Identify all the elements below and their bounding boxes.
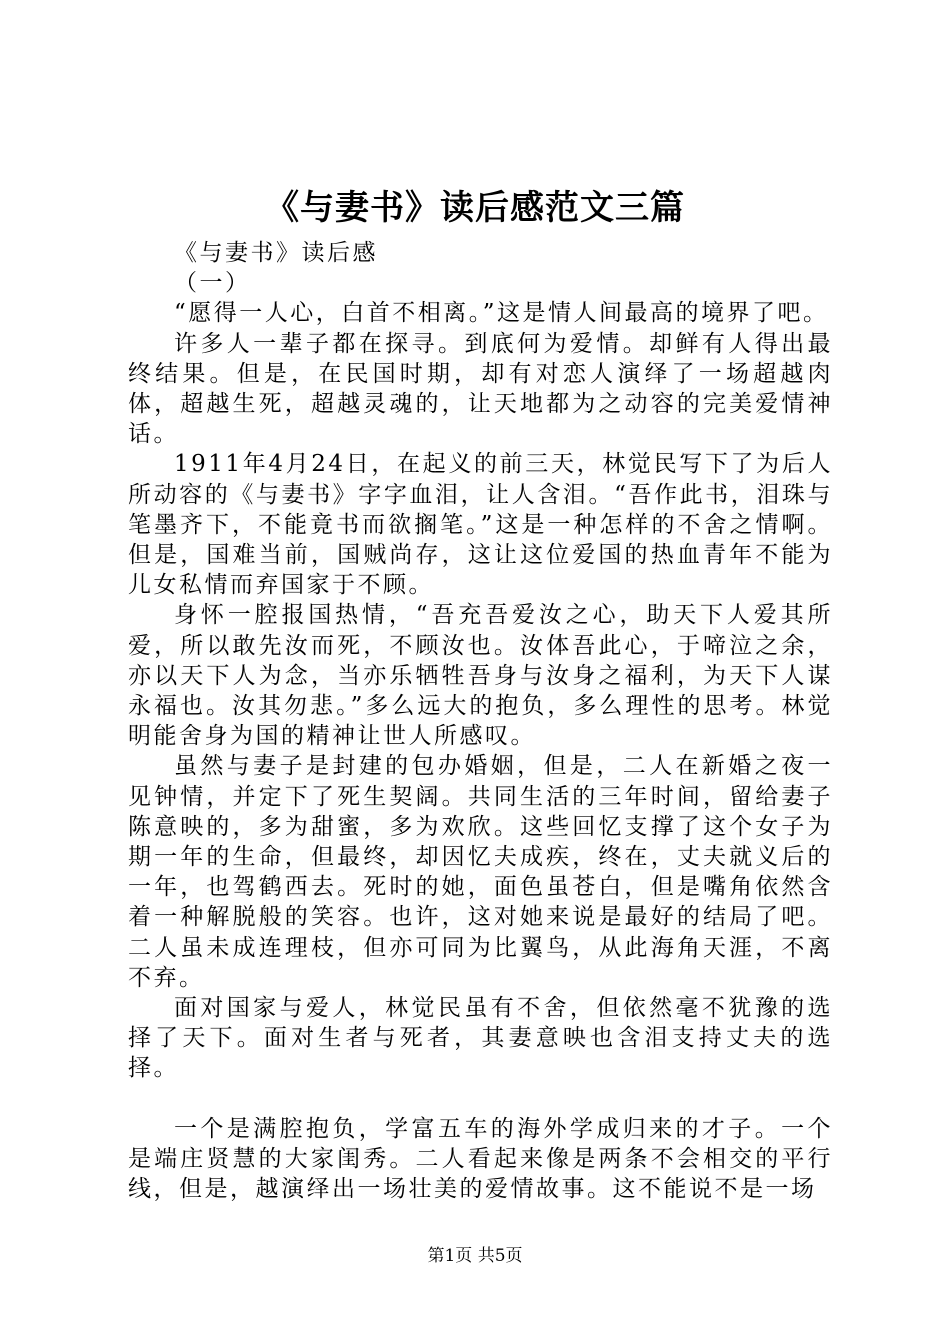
- document-title: 《与妻书》读后感范文三篇: [265, 188, 685, 228]
- page-number-footer: 第1页 共5页: [427, 1246, 523, 1266]
- body-paragraph: 1911年4月24日，在起义的前三天，林觉民写下了为后人所动容的《与妻书》字字血泪，让人含泪。“吾作此书，泪珠与笔墨齐下，不能竟书而欲搁笔。”这是一种怎样的不舍之情啊。但是，国难当前，国贼尚存，这让这位爱国的热血青年不能为儿女私情而弃国家于不顾。: [128, 451, 833, 599]
- body-paragraph: 身怀一腔报国热情，“吾充吾爱汝之心，助天下人爱其所爱，所以敢先汝而死，不顾汝也。汝体吾此心，于啼泣之余，亦以天下人为念，当亦乐牺牲吾身与汝身之福利，为天下人谋永福也。汝其勿悲。”多么远大的抱负，多么理性的思考。林觉明能舍身为国的精神让世人所感叹。: [128, 602, 833, 750]
- document-body: [128, 238, 833, 1204]
- subtitle-paragraph: 《与妻书》读后感: [174, 240, 378, 266]
- body-paragraph: 面对国家与爱人，林觉民虽有不舍，但依然毫不犹豫的选择了天下。面对生者与死者，其妻意映也含泪支持丈夫的选择。: [128, 995, 833, 1082]
- body-paragraph: 许多人一辈子都在探寻。到底何为爱情。却鲜有人得出最终结果。但是，在民国时期，却有对恋人演绎了一场超越肉体，超越生死，超越灵魂的，让天地都为之动容的完美爱情神话。: [128, 330, 833, 448]
- body-paragraph: 虽然与妻子是封建的包办婚姻，但是，二人在新婚之夜一见钟情，并定下了死生契阔。共同生活的三年时间，留给妻子陈意映的，多为甜蜜，多为欢欣。这些回忆支撑了这个女子为期一年的生命，但最终，却因忆夫成疾，终在，丈夫就义后的一年，也驾鹤西去。死时的她，面色虽苍白，但是嘴角依然含着一种解脱般的笑容。也许，这对她来说是最好的结局了吧。二人虽未成连理枝，但亦可同为比翼鸟，从此海角天涯，不离不弃。: [128, 753, 833, 991]
- body-paragraph: 一个是满腔抱负，学富五车的海外学成归来的才子。一个是端庄贤慧的大家闺秀。二人看起来像是两条不会相交的平行线，但是，越演绎出一场壮美的爱情故事。这不能说不是一场: [128, 1115, 833, 1203]
- body-paragraph: “愿得一人心，白首不相离。”这是情人间最高的境界了吧。: [174, 300, 829, 327]
- section-number-paragraph: （一）: [174, 270, 251, 297]
